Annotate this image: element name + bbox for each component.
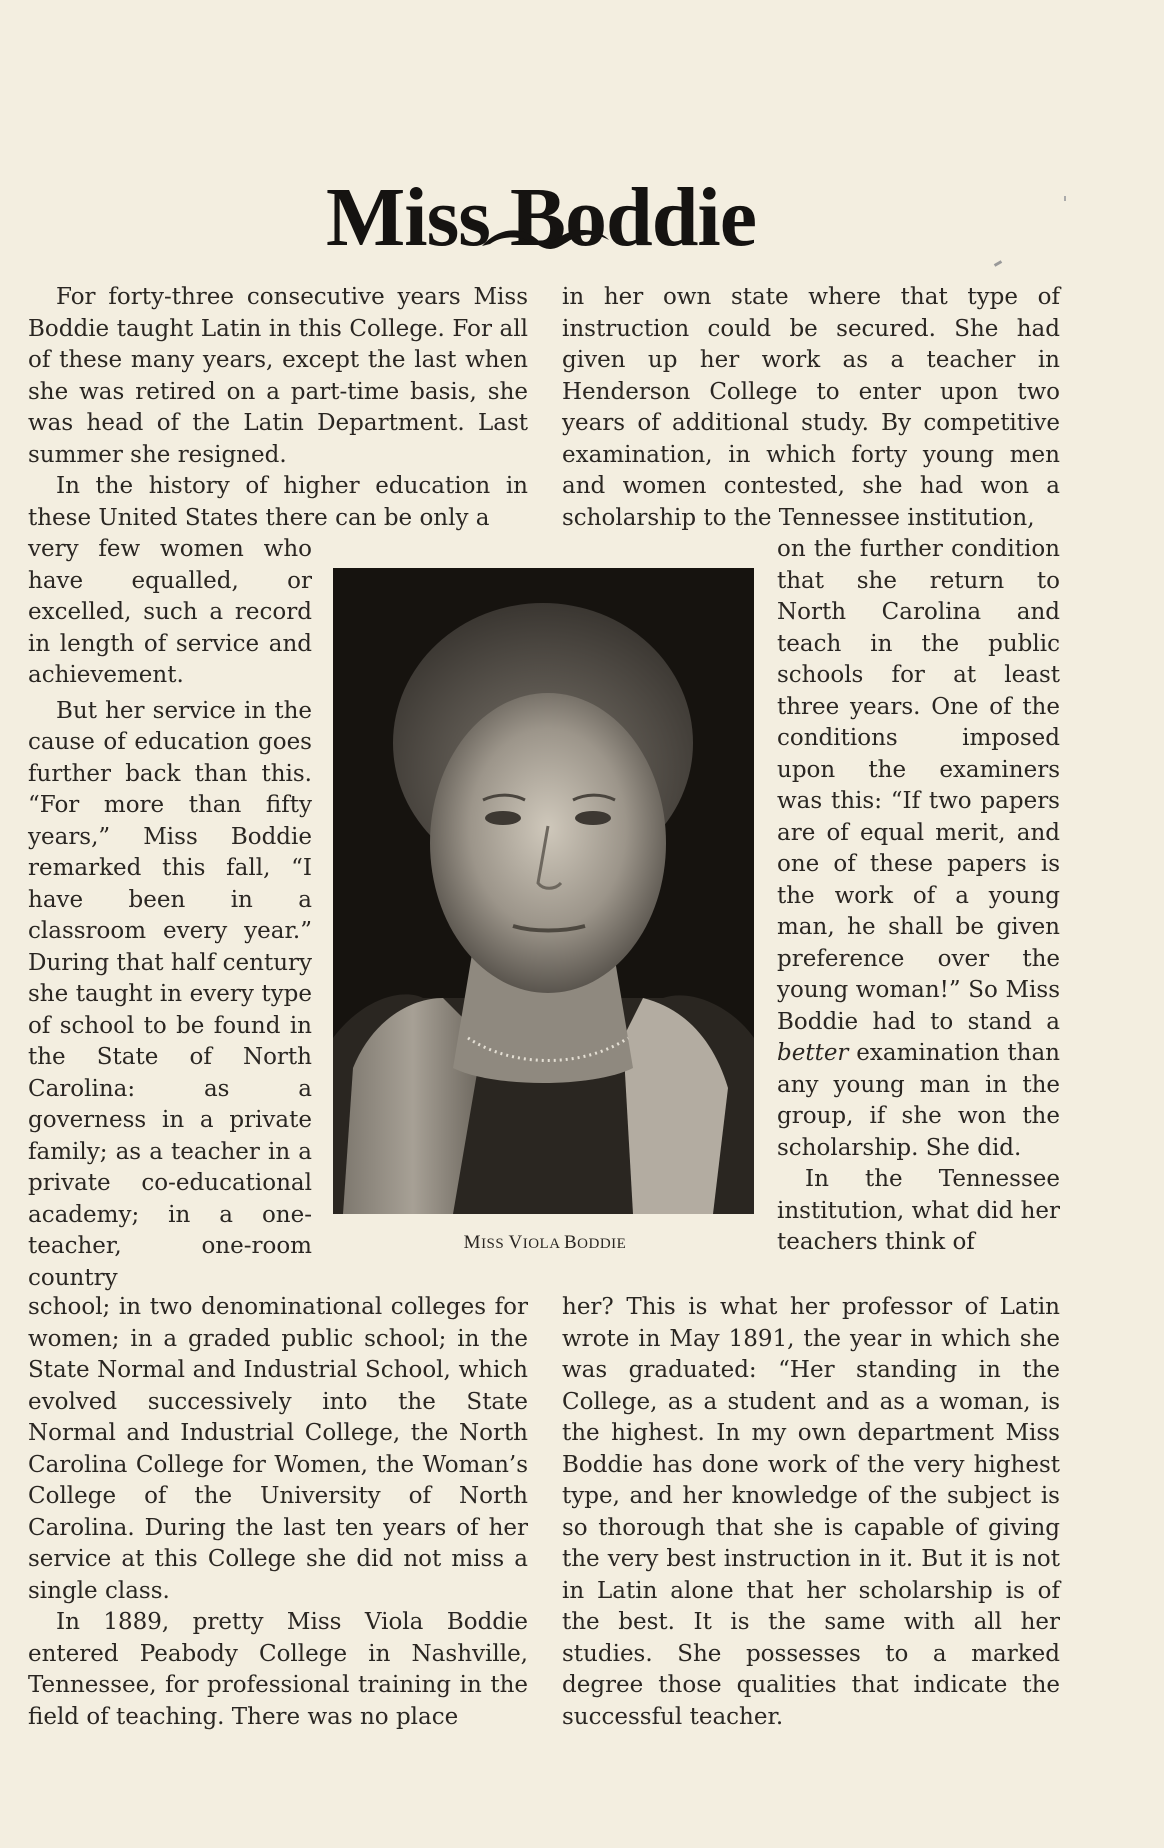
paragraph: school; in two denominational colleges for women; in a graded public school; in the State Normal and Industrial School, which evolved successively into the State Normal and Industrial College, the North Carolina College for Women, the Woman’s College of the University of North Carolina. During the last ten years of her service at this College she did not miss a single class. — [28, 1294, 528, 1604]
caption-initial: B — [563, 1232, 578, 1253]
paragraph — [777, 534, 1060, 1164]
paragraph: For forty-three consecutive years Miss Boddie taught Latin in this College. For all of these many years, except the last when she was retired on a part-time basis, she was head of the Latin Department. Last summer she resigned. — [28, 284, 528, 468]
print-speck — [994, 260, 1002, 267]
text-run: on the further condition that she return to North Carolina and teach in the public schools for at least three years. One of the conditions imposed upon the examiners was this: “If two papers are of equal merit, and one of these papers is the work of a young man, he shall be given preference over the young woman!” So Miss Boddie had to stand a — [777, 536, 1060, 1035]
page-title: Miss Boddie — [325, 171, 757, 265]
portrait-photo — [333, 568, 754, 1214]
paragraph: In the Tennessee institution, what did her teachers think of — [777, 1166, 1060, 1255]
caption-smallcaps: IOLA — [522, 1236, 564, 1252]
paragraph: In the history of higher education in these United States there can be only a — [28, 473, 528, 531]
paragraph: But her service in the cause of education goes further back than this. “For more than fifty years,” Miss Boddie remarked this fall, “I have been in a classroom every year.” During that half century she taught in every type of school to be found in the State of North Carolina: as a governess in a private family; as a teacher in a private co-educational academy; in a one-teacher, one-room country — [28, 697, 312, 1291]
right-column-top — [562, 282, 1060, 534]
ornament-swash-icon — [478, 220, 612, 254]
photo-caption — [430, 1232, 660, 1254]
caption-initial: M — [463, 1232, 482, 1253]
emphasis: better — [777, 1040, 849, 1066]
paragraph: in her own state where that type of instruction could be secured. She had given up her work as a teacher in Henderson College to enter upon two years of additional study. By competitive examination, in which forty young men and women contested, she had won a scholarship to the Tennessee institution, — [562, 284, 1060, 531]
left-column-wrap — [28, 534, 312, 1294]
paragraph: very few women who have equalled, or excelled, such a record in length of service and achievement. — [28, 536, 312, 688]
right-column-bottom — [562, 1292, 1060, 1733]
left-column-top — [28, 282, 528, 534]
left-column-bottom — [28, 1292, 528, 1733]
print-speck — [1064, 196, 1066, 201]
caption-smallcaps: ISS — [481, 1236, 509, 1252]
paragraph: In 1889, pretty Miss Viola Boddie entered Peabody College in Nashville, Tennessee, for professional training in the field of teaching. There was no place — [28, 1609, 528, 1730]
caption-initial: V — [508, 1232, 523, 1253]
caption-smallcaps: ODDIE — [577, 1236, 627, 1252]
right-column-wrap — [777, 534, 1060, 1259]
text-run: examination than any young man in the group, if she won the scholarship. She did. — [777, 1040, 1060, 1161]
paragraph: her? This is what her professor of Latin wrote in May 1891, the year in which she was graduated: “Her standing in the College, as a student and as a woman, is the highest. In my own department Miss Boddie has done work of the very highest type, and her knowledge of the subject is so thorough that she is capable of giving the very best instruction in it. But it is not in Latin alone that her scholarship is of the best. It is the same with all her studies. She possesses to a marked degree those qualities that indicate the successful teacher. — [562, 1294, 1060, 1730]
